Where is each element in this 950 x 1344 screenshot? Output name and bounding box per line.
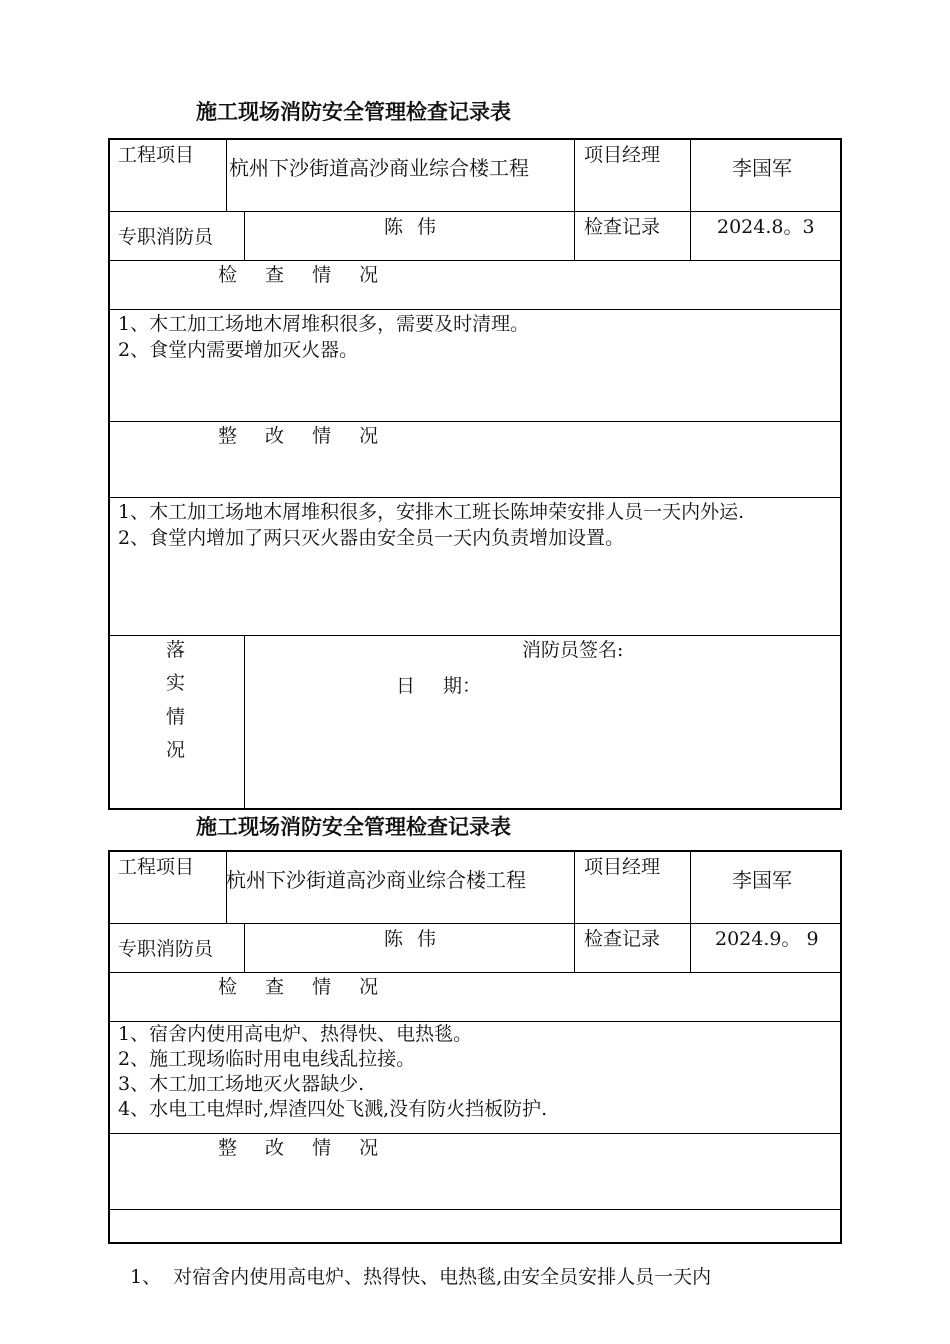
list-item: 4、水电工电焊时,焊渣四处飞溅,没有防火挡板防护. — [118, 1098, 548, 1120]
form1-divider — [244, 211, 245, 261]
signature-label: 消防员签名: — [522, 639, 624, 661]
form2-title: 施工现场消防安全管理检查记录表 — [196, 815, 511, 839]
manager-value: 李国军 — [732, 868, 792, 892]
rectify-header: 整 改 情 况 — [218, 1137, 379, 1159]
list-item: 2、施工现场临时用电电线乱拉接。 — [118, 1048, 416, 1070]
record-label: 检查记录 — [584, 216, 661, 238]
impl-char: 情 — [166, 706, 186, 728]
project-label: 工程项目 — [118, 144, 195, 166]
form1-divider — [574, 138, 575, 261]
rectify-header: 整 改 情 况 — [218, 425, 379, 447]
form1 — [108, 138, 842, 810]
form1-divider — [108, 497, 842, 498]
impl-char: 况 — [166, 739, 186, 761]
list-item: 3、木工加工场地灭火器缺少. — [118, 1073, 365, 1095]
list-item: 2、食堂内增加了两只灭火器由安全员一天内负责增加设置。 — [118, 527, 625, 549]
inspection-header: 检 查 情 况 — [218, 976, 379, 998]
officer-value: 陈 伟 — [384, 928, 437, 950]
form1-divider — [108, 635, 842, 636]
rectify-content — [130, 1212, 830, 1342]
form1-title: 施工现场消防安全管理检查记录表 — [196, 100, 511, 124]
officer-value: 陈 伟 — [384, 216, 437, 238]
form2-divider — [244, 923, 245, 973]
form1-divider — [244, 635, 245, 809]
form2-divider — [574, 850, 575, 973]
record-date: 2024.9。 9 — [715, 928, 819, 950]
manager-label: 项目经理 — [584, 856, 661, 878]
impl-char: 落 — [166, 639, 186, 661]
form1-divider — [226, 138, 227, 212]
form1-divider — [690, 138, 691, 261]
form1-divider — [108, 309, 842, 310]
inspection-content — [118, 1022, 834, 1122]
date-label: 日 期： — [396, 675, 482, 697]
project-value: 杭州下沙街道高沙商业综合楼工程 — [229, 156, 529, 180]
form1-divider — [108, 421, 842, 422]
list-item: 2、食堂内需要增加灭火器。 — [118, 339, 359, 361]
inspection-content — [118, 311, 834, 363]
project-label: 工程项目 — [118, 856, 195, 878]
form2-divider — [690, 850, 691, 973]
project-value: 杭州下沙街道高沙商业综合楼工程 — [226, 868, 526, 892]
form1-divider — [108, 260, 842, 261]
list-item: 1、木工加工场地木屑堆积很多，安排木工班长陈坤荣安排人员一天内外运. — [118, 501, 745, 523]
rectify-content — [118, 499, 836, 551]
manager-value: 李国军 — [732, 156, 792, 180]
form2-divider — [108, 1209, 842, 1210]
manager-label: 项目经理 — [584, 144, 661, 166]
list-item: 1、木工加工场地木屑堆积很多，需要及时清理。 — [118, 313, 530, 335]
form2-divider — [108, 923, 842, 924]
list-item: 1、 对宿舍内使用高电炉、热得快、电热毯,由安全员安排人员一天内 — [130, 1266, 712, 1288]
officer-label: 专职消防员 — [118, 938, 214, 960]
record-label: 检查记录 — [584, 928, 661, 950]
officer-label: 专职消防员 — [118, 226, 214, 248]
impl-char: 实 — [166, 672, 186, 694]
inspection-header: 检 查 情 况 — [218, 264, 379, 286]
form2 — [108, 850, 842, 1288]
form2-divider — [108, 1133, 842, 1134]
form2-divider — [108, 972, 842, 973]
record-date: 2024.8。3 — [717, 216, 815, 238]
form1-divider — [108, 211, 842, 212]
list-item: 1、宿舍内使用高电炉、热得快、电热毯。 — [118, 1023, 473, 1045]
